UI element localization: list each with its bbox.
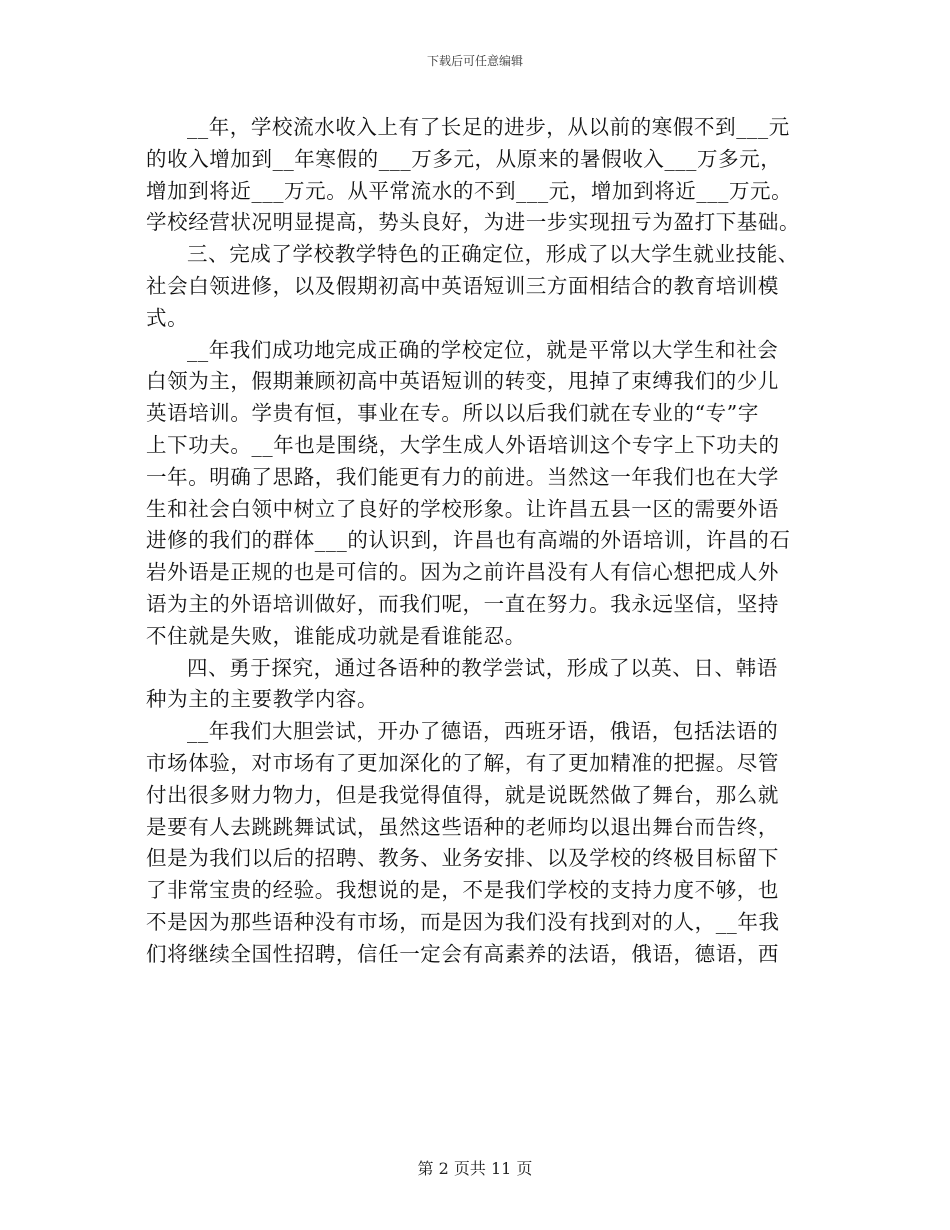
section-heading-line: 四、勇于探究，通过各语种的教学尝试，形成了以英、日、韩语 bbox=[187, 655, 778, 680]
section-heading-line: 式。 bbox=[146, 305, 189, 330]
text-line: 生和社会白领中树立了良好的学校形象。让许昌五县一区的需要外语 bbox=[146, 496, 779, 521]
text-line: 是要有人去跳跳舞试试，虽然这些语种的老师均以退出舞台而告终， bbox=[146, 814, 779, 839]
document-body bbox=[146, 112, 806, 971]
text-line: 的收入增加到__年寒假的___万多元，从原来的暑假收入___万多元， bbox=[146, 146, 782, 171]
text-line: 白领为主，假期兼顾初高中英语短训的转变，甩掉了束缚我们的少儿 bbox=[146, 369, 779, 394]
text-line: 市场体验，对市场有了更加深化的了解，有了更加精准的把握。尽管 bbox=[146, 750, 779, 775]
section-heading-line: 社会白领进修，以及假期初高中英语短训三方面相结合的教育培训模 bbox=[146, 273, 779, 298]
text-line: 上下功夫。__年也是围绕，大学生成人外语培训这个专字上下功夫的 bbox=[146, 432, 780, 457]
text-line: 英语培训。学贵有恒，事业在专。所以以后我们就在专业的“专”字 bbox=[146, 401, 759, 426]
page-footer: 第 2 页共 11 页 bbox=[417, 1159, 533, 1178]
text-line: __年我们大胆尝试，开办了德语，西班牙语，俄语，包括法语的 bbox=[187, 719, 779, 744]
text-line: 们将继续全国性招聘，信任一定会有高素养的法语，俄语，德语，西 bbox=[146, 941, 779, 966]
section-heading-line: 种为主的主要教学内容。 bbox=[146, 687, 379, 712]
text-line: 语为主的外语培训做好，而我们呢，一直在努力。我永远坚信，坚持 bbox=[146, 591, 779, 616]
section-heading-line: 三、完成了学校教学特色的正确定位，形成了以大学生就业技能、 bbox=[187, 242, 799, 267]
text-line: __年，学校流水收入上有了长足的进步，从以前的寒假不到___元 bbox=[187, 115, 790, 139]
text-line: 不是因为那些语种没有市场，而是因为我们没有找到对的人，__年我 bbox=[146, 909, 780, 934]
text-line: 不住就是失败，谁能成功就是看谁能忍。 bbox=[146, 623, 526, 648]
text-line: 但是为我们以后的招聘、教务、业务安排、以及学校的终极目标留下 bbox=[146, 846, 779, 871]
text-line: __年我们成功地完成正确的学校定位，就是平常以大学生和社会 bbox=[187, 337, 779, 362]
text-line: 一年。明确了思路，我们能更有力的前进。当然这一年我们也在大学 bbox=[146, 464, 779, 489]
text-line: 岩外语是正规的也是可信的。因为之前许昌没有人有信心想把成人外 bbox=[146, 560, 779, 585]
text-line: 学校经营状况明显提高，势头良好，为进一步实现扭亏为盈打下基础。 bbox=[146, 210, 801, 235]
page-header: 下载后可任意编辑 bbox=[426, 54, 523, 68]
text-line: 增加到将近___万元。从平常流水的不到___元，增加到将近___万元。 bbox=[146, 178, 793, 203]
text-line: 了非常宝贵的经验。我想说的是，不是我们学校的支持力度不够，也 bbox=[146, 878, 779, 903]
text-line: 付出很多财力物力，但是我觉得值得，就是说既然做了舞台，那么就 bbox=[146, 782, 779, 807]
text-line: 进修的我们的群体___的认识到，许昌也有高端的外语培训，许昌的石 bbox=[146, 528, 791, 553]
